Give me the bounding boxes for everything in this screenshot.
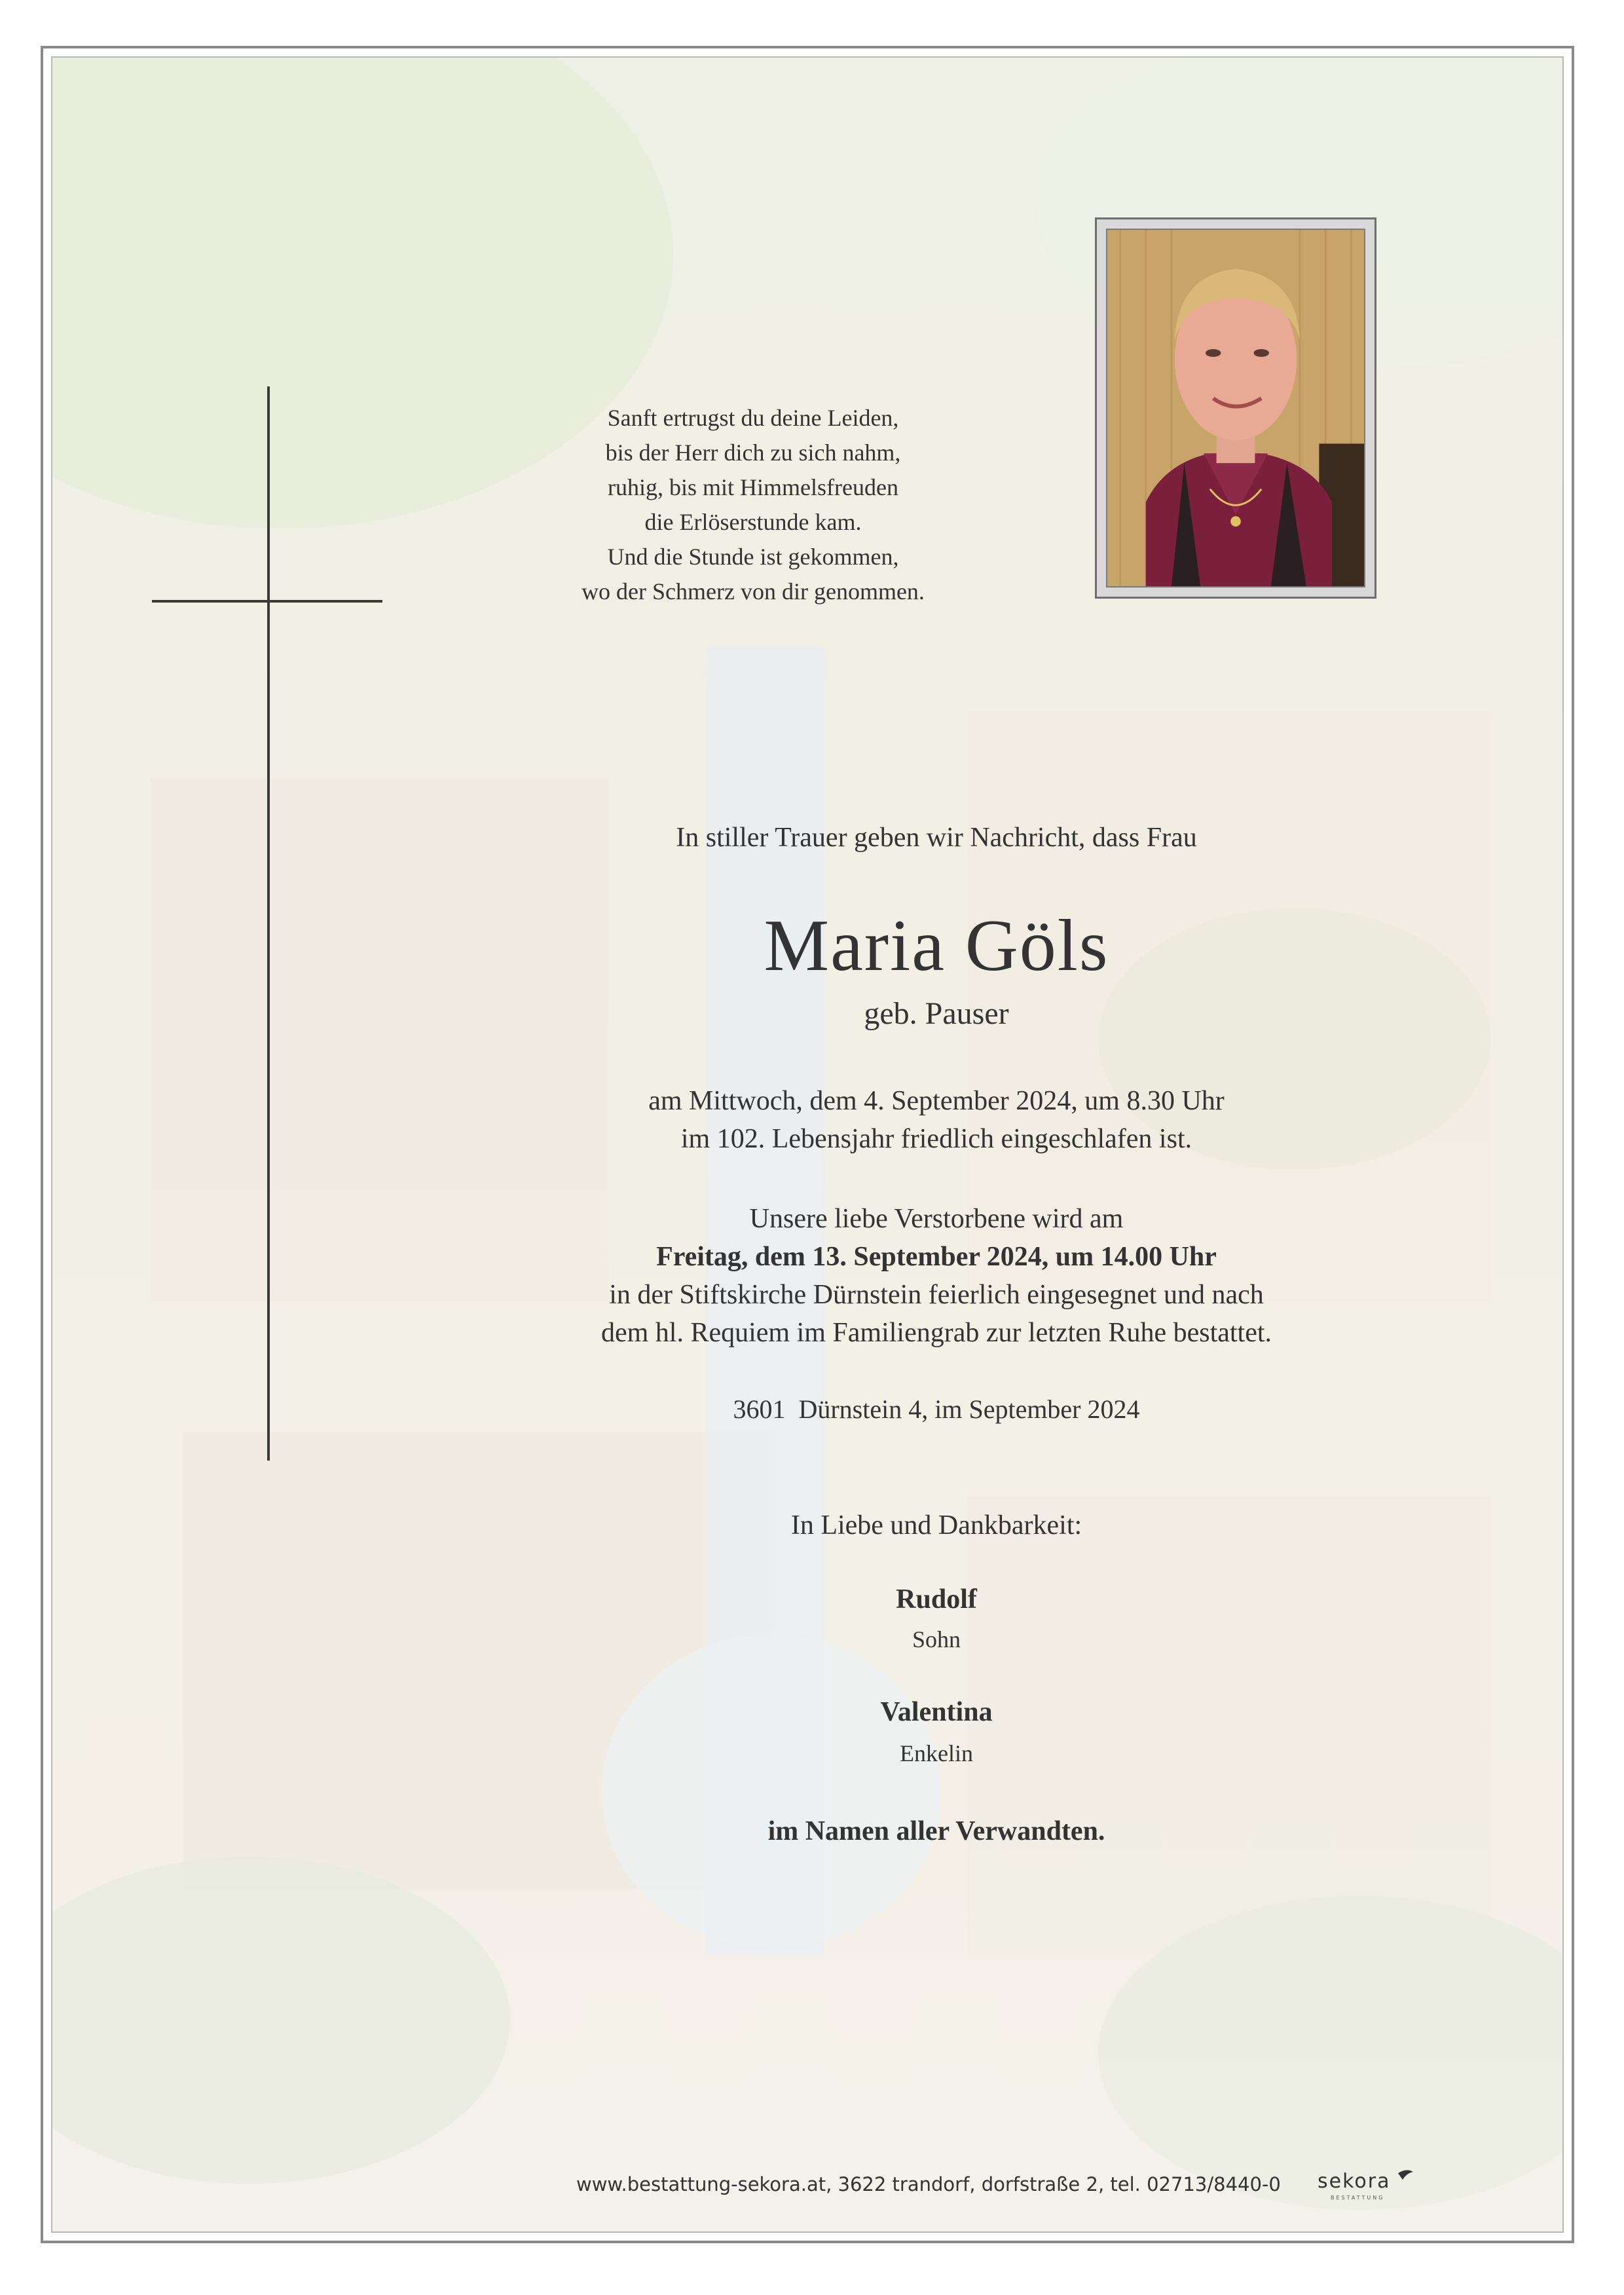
funeral-line: in der Stiftskirche Dürnstein feierlich eingesegnet und nach: [609, 1280, 1264, 1310]
cross-vertical-bar: [267, 386, 270, 1461]
cross-horizontal-bar: [152, 600, 382, 603]
poem-line: Sanft ertrugst du deine Leiden,: [607, 405, 899, 431]
poem-line: Und die Stunde ist gekommen,: [607, 544, 899, 570]
portrait-photo: [1106, 229, 1365, 588]
funeral-line: Unsere liebe Verstorbene wird am: [749, 1204, 1124, 1234]
death-line: am Mittwoch, dem 4. September 2024, um 8.30 Uhr: [648, 1086, 1225, 1116]
svg-text:BESTATTUNG: BESTATTUNG: [1331, 2195, 1385, 2201]
mourner-name: Rudolf: [896, 1584, 977, 1614]
footer-contact: www.bestattung-sekora.at, 3622 trandorf, dorfstraße 2, tel. 02713/8440-0: [576, 2173, 1281, 2195]
death-details: [458, 1082, 1414, 1158]
closing-line: im Namen aller Verwandten.: [767, 1816, 1105, 1846]
poem-line: wo der Schmerz von dir genommen.: [581, 578, 925, 605]
mourner-role: Enkelin: [900, 1740, 973, 1766]
deceased-name: Maria Göls: [764, 905, 1109, 986]
mourner-role: Sohn: [912, 1626, 961, 1652]
svg-text:sekora: sekora: [1318, 2170, 1391, 2193]
mourners-intro: In Liebe und Dankbarkeit:: [790, 1510, 1082, 1540]
place-and-date: 3601 Dürnstein 4, im September 2024: [733, 1394, 1140, 1424]
death-line: im 102. Lebensjahr friedlich eingeschlafen ist.: [680, 1124, 1192, 1154]
announcement-intro: In stiller Trauer geben wir Nachricht, dass Frau: [676, 823, 1197, 853]
funeral-date: Freitag, dem 13. September 2024, um 14.00 Uhr: [656, 1242, 1217, 1272]
poem-line: ruhig, bis mit Himmelsfreuden: [608, 474, 898, 500]
funeral-details: [458, 1200, 1414, 1352]
memorial-poem: [498, 401, 1008, 609]
maiden-name: geb. Pauser: [864, 996, 1009, 1031]
sekora-logo: [1316, 2165, 1414, 2205]
poem-line: die Erlöserstunde kam.: [644, 509, 862, 535]
funeral-line: dem hl. Requiem im Familiengrab zur letzten Ruhe bestattet.: [600, 1318, 1272, 1348]
mourner-name: Valentina: [880, 1697, 993, 1727]
poem-line: bis der Herr dich zu sich nahm,: [605, 439, 901, 466]
portrait-photo-frame: [1095, 217, 1376, 599]
